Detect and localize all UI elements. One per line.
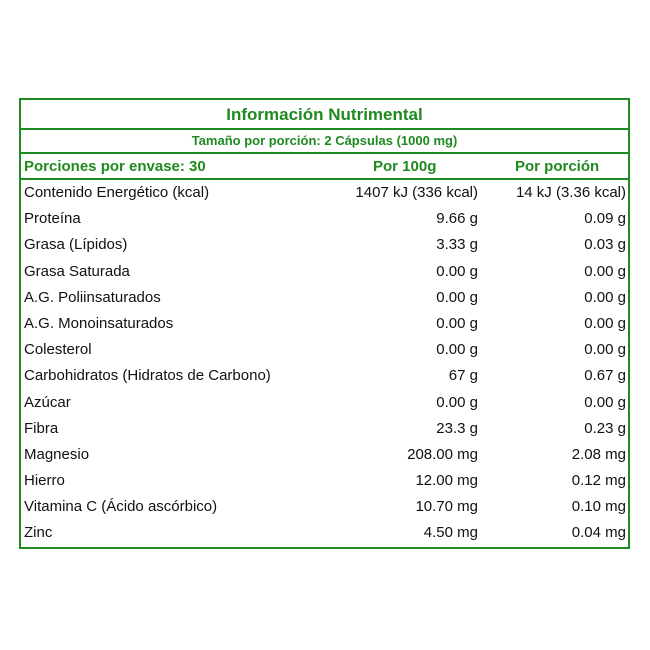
- value-per-100g: 0.00 g: [436, 314, 478, 332]
- table-row: [21, 363, 628, 389]
- nutrient-name: Magnesio: [24, 445, 90, 463]
- value-per-100g: 67 g: [448, 367, 478, 385]
- table-row: [21, 442, 628, 468]
- value-per-100g: 208.00 mg: [407, 445, 478, 463]
- table-row: [21, 285, 628, 311]
- value-per-serving: 0.00 g: [584, 262, 626, 280]
- nutrient-name: A.G. Monoinsaturados: [24, 314, 174, 332]
- nutrient-name: A.G. Poliinsaturados: [24, 288, 161, 306]
- table-title: Información Nutrimental: [21, 100, 628, 130]
- value-per-100g: 4.50 mg: [423, 524, 478, 542]
- value-per-serving: 0.00 g: [584, 341, 626, 359]
- nutrient-name: Colesterol: [24, 341, 92, 359]
- value-per-100g: 0.00 g: [436, 341, 478, 359]
- nutrient-name: Grasa (Lípidos): [24, 236, 128, 254]
- value-per-serving: 0.67 g: [584, 367, 626, 385]
- nutrient-name: Proteína: [24, 210, 81, 228]
- table-row: [21, 180, 628, 206]
- nutrient-name: Vitamina C (Ácido ascórbico): [24, 498, 218, 516]
- table-row: [21, 390, 628, 416]
- nutrient-name: Carbohidratos (Hidratos de Carbono): [24, 367, 271, 385]
- table-header-row: [21, 154, 628, 180]
- value-per-serving: 0.09 g: [584, 210, 626, 228]
- value-per-serving: 0.00 g: [584, 393, 626, 411]
- value-per-serving: 0.12 mg: [571, 472, 626, 490]
- table-row: [21, 232, 628, 258]
- value-per-100g: 0.00 g: [436, 288, 478, 306]
- column-header-per-serving: Por porción: [515, 158, 600, 175]
- table-row: [21, 416, 628, 442]
- value-per-serving: 0.10 mg: [571, 498, 626, 516]
- value-per-100g: 1407 kJ (336 kcal): [355, 184, 478, 201]
- value-per-100g: 9.66 g: [436, 210, 478, 228]
- value-per-100g: 0.00 g: [436, 393, 478, 411]
- value-per-100g: 0.00 g: [436, 262, 478, 280]
- table-row: [21, 206, 628, 232]
- value-per-serving: 0.00 g: [584, 314, 626, 332]
- value-per-serving: 0.23 g: [584, 419, 626, 437]
- table-row: [21, 468, 628, 494]
- value-per-serving: 2.08 mg: [571, 445, 626, 463]
- table-row: [21, 494, 628, 520]
- value-per-serving: 0.04 mg: [571, 524, 626, 542]
- nutrient-rows: [21, 180, 628, 547]
- table-row: [21, 311, 628, 337]
- table-row: [21, 337, 628, 363]
- value-per-100g: 10.70 mg: [415, 498, 478, 516]
- value-per-100g: 3.33 g: [436, 236, 478, 254]
- value-per-serving: 0.03 g: [584, 236, 626, 254]
- nutrient-name: Contenido Energético (kcal): [24, 184, 210, 201]
- nutrient-name: Zinc: [24, 524, 53, 542]
- nutrient-name: Hierro: [24, 472, 65, 490]
- nutrition-facts-table: [19, 98, 630, 549]
- servings-per-container: Porciones por envase: 30: [24, 158, 206, 175]
- table-row: [21, 520, 628, 546]
- serving-size: Tamaño por porción: 2 Cápsulas (1000 mg): [21, 130, 628, 154]
- nutrient-name: Azúcar: [24, 393, 71, 411]
- value-per-serving: 14 kJ (3.36 kcal): [515, 184, 626, 201]
- value-per-serving: 0.00 g: [584, 288, 626, 306]
- column-header-per-100g: Por 100g: [373, 158, 437, 175]
- nutrient-name: Grasa Saturada: [24, 262, 130, 280]
- nutrient-name: Fibra: [24, 419, 59, 437]
- table-row: [21, 259, 628, 285]
- value-per-100g: 12.00 mg: [415, 472, 478, 490]
- value-per-100g: 23.3 g: [436, 419, 478, 437]
